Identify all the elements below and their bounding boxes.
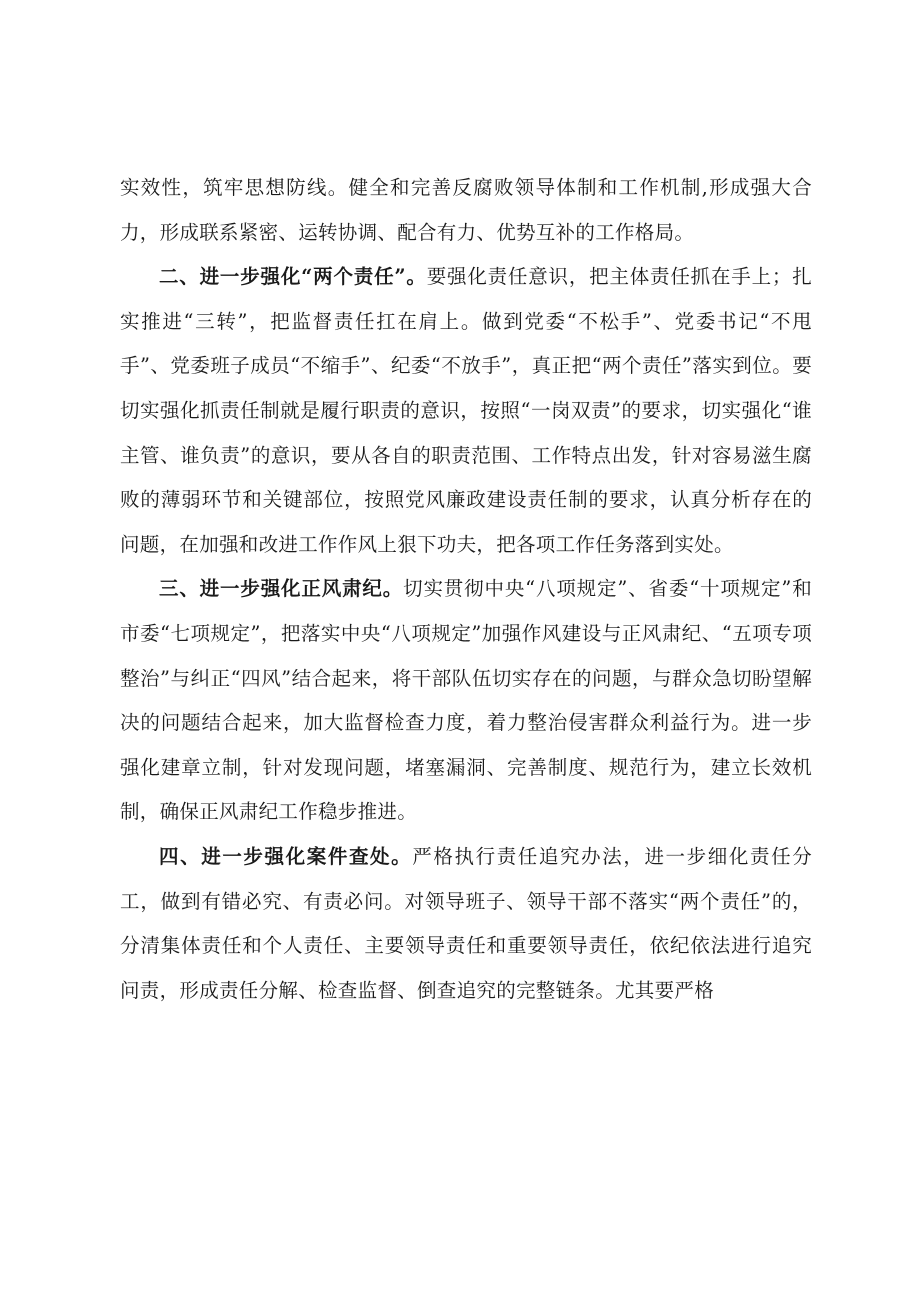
paragraph-4 <box>120 835 812 1013</box>
document-body <box>120 166 812 1013</box>
section-heading-4: 四、进一步强化案件查处。 <box>159 844 413 868</box>
paragraph-2 <box>120 255 812 567</box>
paragraph-2-text: 要强化责任意识，把主体责任抓在手上；扎实推进“三转”，把监督责任扛在肩上。做到党委“不松手”、党委书记“不甩手”、党委班子成员“不缩手”、纪委“不放手”，真正把“两个责任”落实到位。要切实强化抓责任制就是履行职责的意识，按照“一岗双责”的要求，切实强化“谁主管、谁负责”的意识，要从各自的职责范围、工作特点出发，针对容易滋生腐败的薄弱环节和关键部位，按照党风廉政建设责任制的要求，认真分析存在的问题，在加强和改进工作作风上狠下功夫，把各项工作任务落到实处。 <box>120 265 812 556</box>
paragraph-3 <box>120 567 812 835</box>
paragraph-1 <box>120 166 812 255</box>
paragraph-3-text: 切实贯彻中央“八项规定”、省委“十项规定”和市委“七项规定”，把落实中央“八项规定”加强作风建设与正风肃纪、“五项专项整治”与纠正“四风”结合起来，将干部队伍切实存在的问题，与群众急切盼望解决的问题结合起来，加大监督检查力度，着力整治侵害群众利益行为。进一步强化建章立制，针对发现问题，堵塞漏洞、完善制度、规范行为，建立长效机制，确保正风肃纪工作稳步推进。 <box>120 577 812 824</box>
paragraph-4-text: 严格执行责任追究办法，进一步细化责任分工，做到有错必究、有责必问。对领导班子、领导干部不落实“两个责任”的，分清集体责任和个人责任、主要领导责任和重要领导责任，依纪依法进行追究问责，形成责任分解、检查监督、倒查追究的完整链条。尤其要严格 <box>120 844 812 1002</box>
section-heading-2: 二、进一步强化“两个责任”。 <box>159 265 427 289</box>
paragraph-1-text: 实效性，筑牢思想防线。健全和完善反腐败领导体制和工作机制,形成强大合力，形成联系紧密、运转协调、配合有力、优势互补的工作格局。 <box>120 176 812 244</box>
section-heading-3: 三、进一步强化正风肃纪。 <box>159 577 404 601</box>
